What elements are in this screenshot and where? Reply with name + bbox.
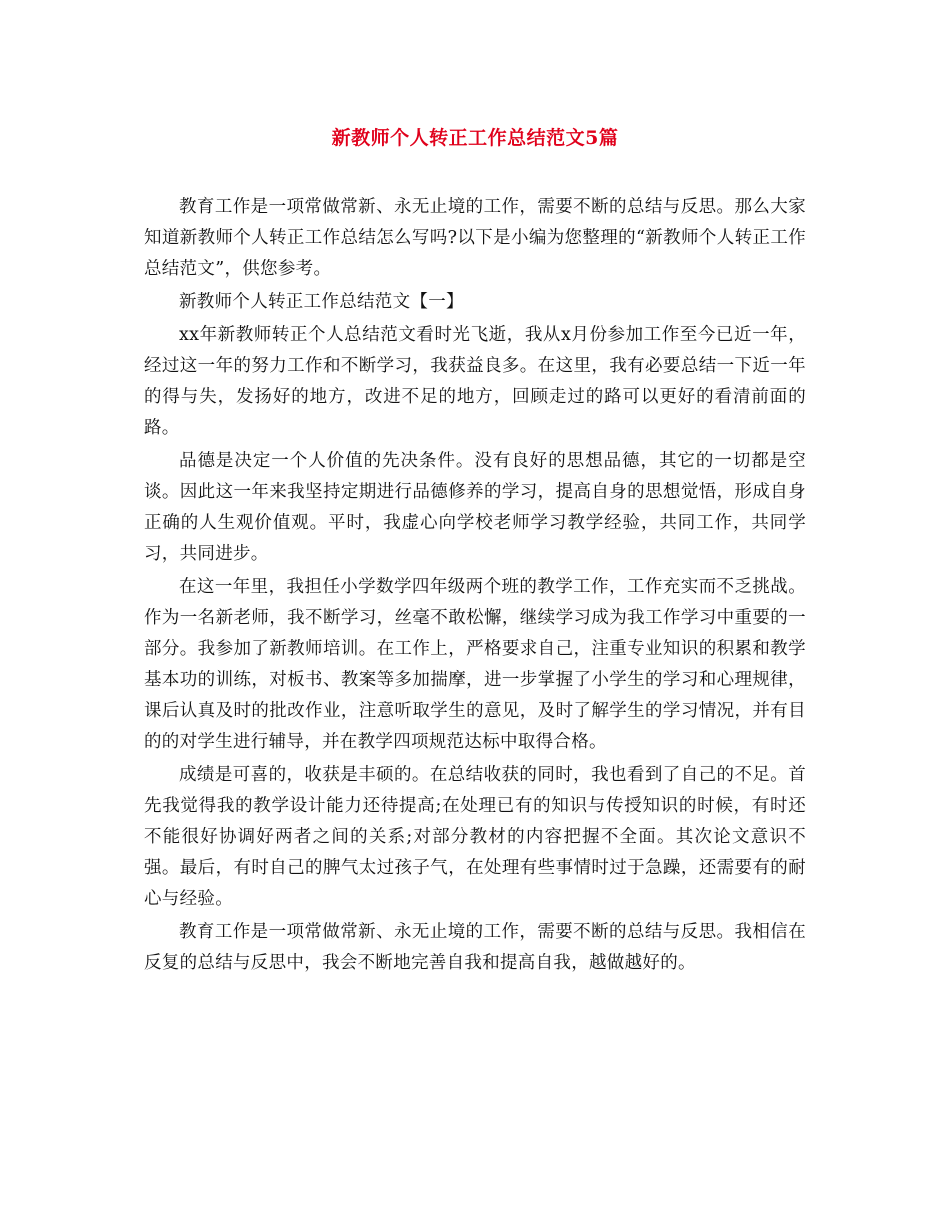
paragraph-closing: 教育工作是一项常做常新、永无止境的工作，需要不断的总结与反思。我相信在反复的总结与反思中，我会不断地完善自我和提高自我，越做越好的。 (144, 922, 806, 973)
paragraph: xx年新教师转正个人总结范文看时光飞逝，我从x月份参加工作至今已近一年，经过这一年的努力工作和不断学习，我获益良多。在这里，我有必要总结一下近一年的得与失，发扬好的地方，改进不足的地方，回顾走过的路可以更好的看清前面的路。 (144, 325, 806, 438)
document-body (144, 192, 806, 979)
paragraph: 品德是决定一个人价值的先决条件。没有良好的思想品德，其它的一切都是空谈。因此这一年来我坚持定期进行品德修养的学习，提高自身的思想觉悟，形成自身正确的人生观价值观。平时，我虚心向学校老师学习教学经验，共同工作，共同学习，共同进步。 (144, 451, 806, 564)
paragraph-intro: 教育工作是一项常做常新、永无止境的工作，需要不断的总结与反思。那么大家知道新教师个人转正工作总结怎么写吗?以下是小编为您整理的“新教师个人转正工作总结范文”，供您参考。 (144, 197, 806, 279)
paragraph: 成绩是可喜的，收获是丰硕的。在总结收获的同时，我也看到了自己的不足。首先我觉得我的教学设计能力还待提高;在处理已有的知识与传授知识的时候，有时还不能很好协调好两者之间的关系;对部分教材的内容把握不全面。其次论文意识不强。最后，有时自己的脾气太过孩子气，在处理有些事情时过于急躁，还需要有的耐心与经验。 (144, 765, 806, 909)
document-title: 新教师个人转正工作总结范文5篇 (331, 127, 619, 149)
paragraph: 在这一年里，我担任小学数学四年级两个班的教学工作，工作充实而不乏挑战。作为一名新老师，我不断学习，丝毫不敢松懈，继续学习成为我工作学习中重要的一部分。我参加了新教师培训。在工作上，严格要求自己，注重专业知识的积累和教学基本功的训练，对板书、教案等多加揣摩，进一步掌握了小学生的学习和心理规律，课后认真及时的批改作业，注意听取学生的意见，及时了解学生的学习情况，并有目的的对学生进行辅导，并在教学四项规范达标中取得合格。 (144, 577, 806, 752)
section-heading: 新教师个人转正工作总结范文【一】 (179, 292, 464, 312)
